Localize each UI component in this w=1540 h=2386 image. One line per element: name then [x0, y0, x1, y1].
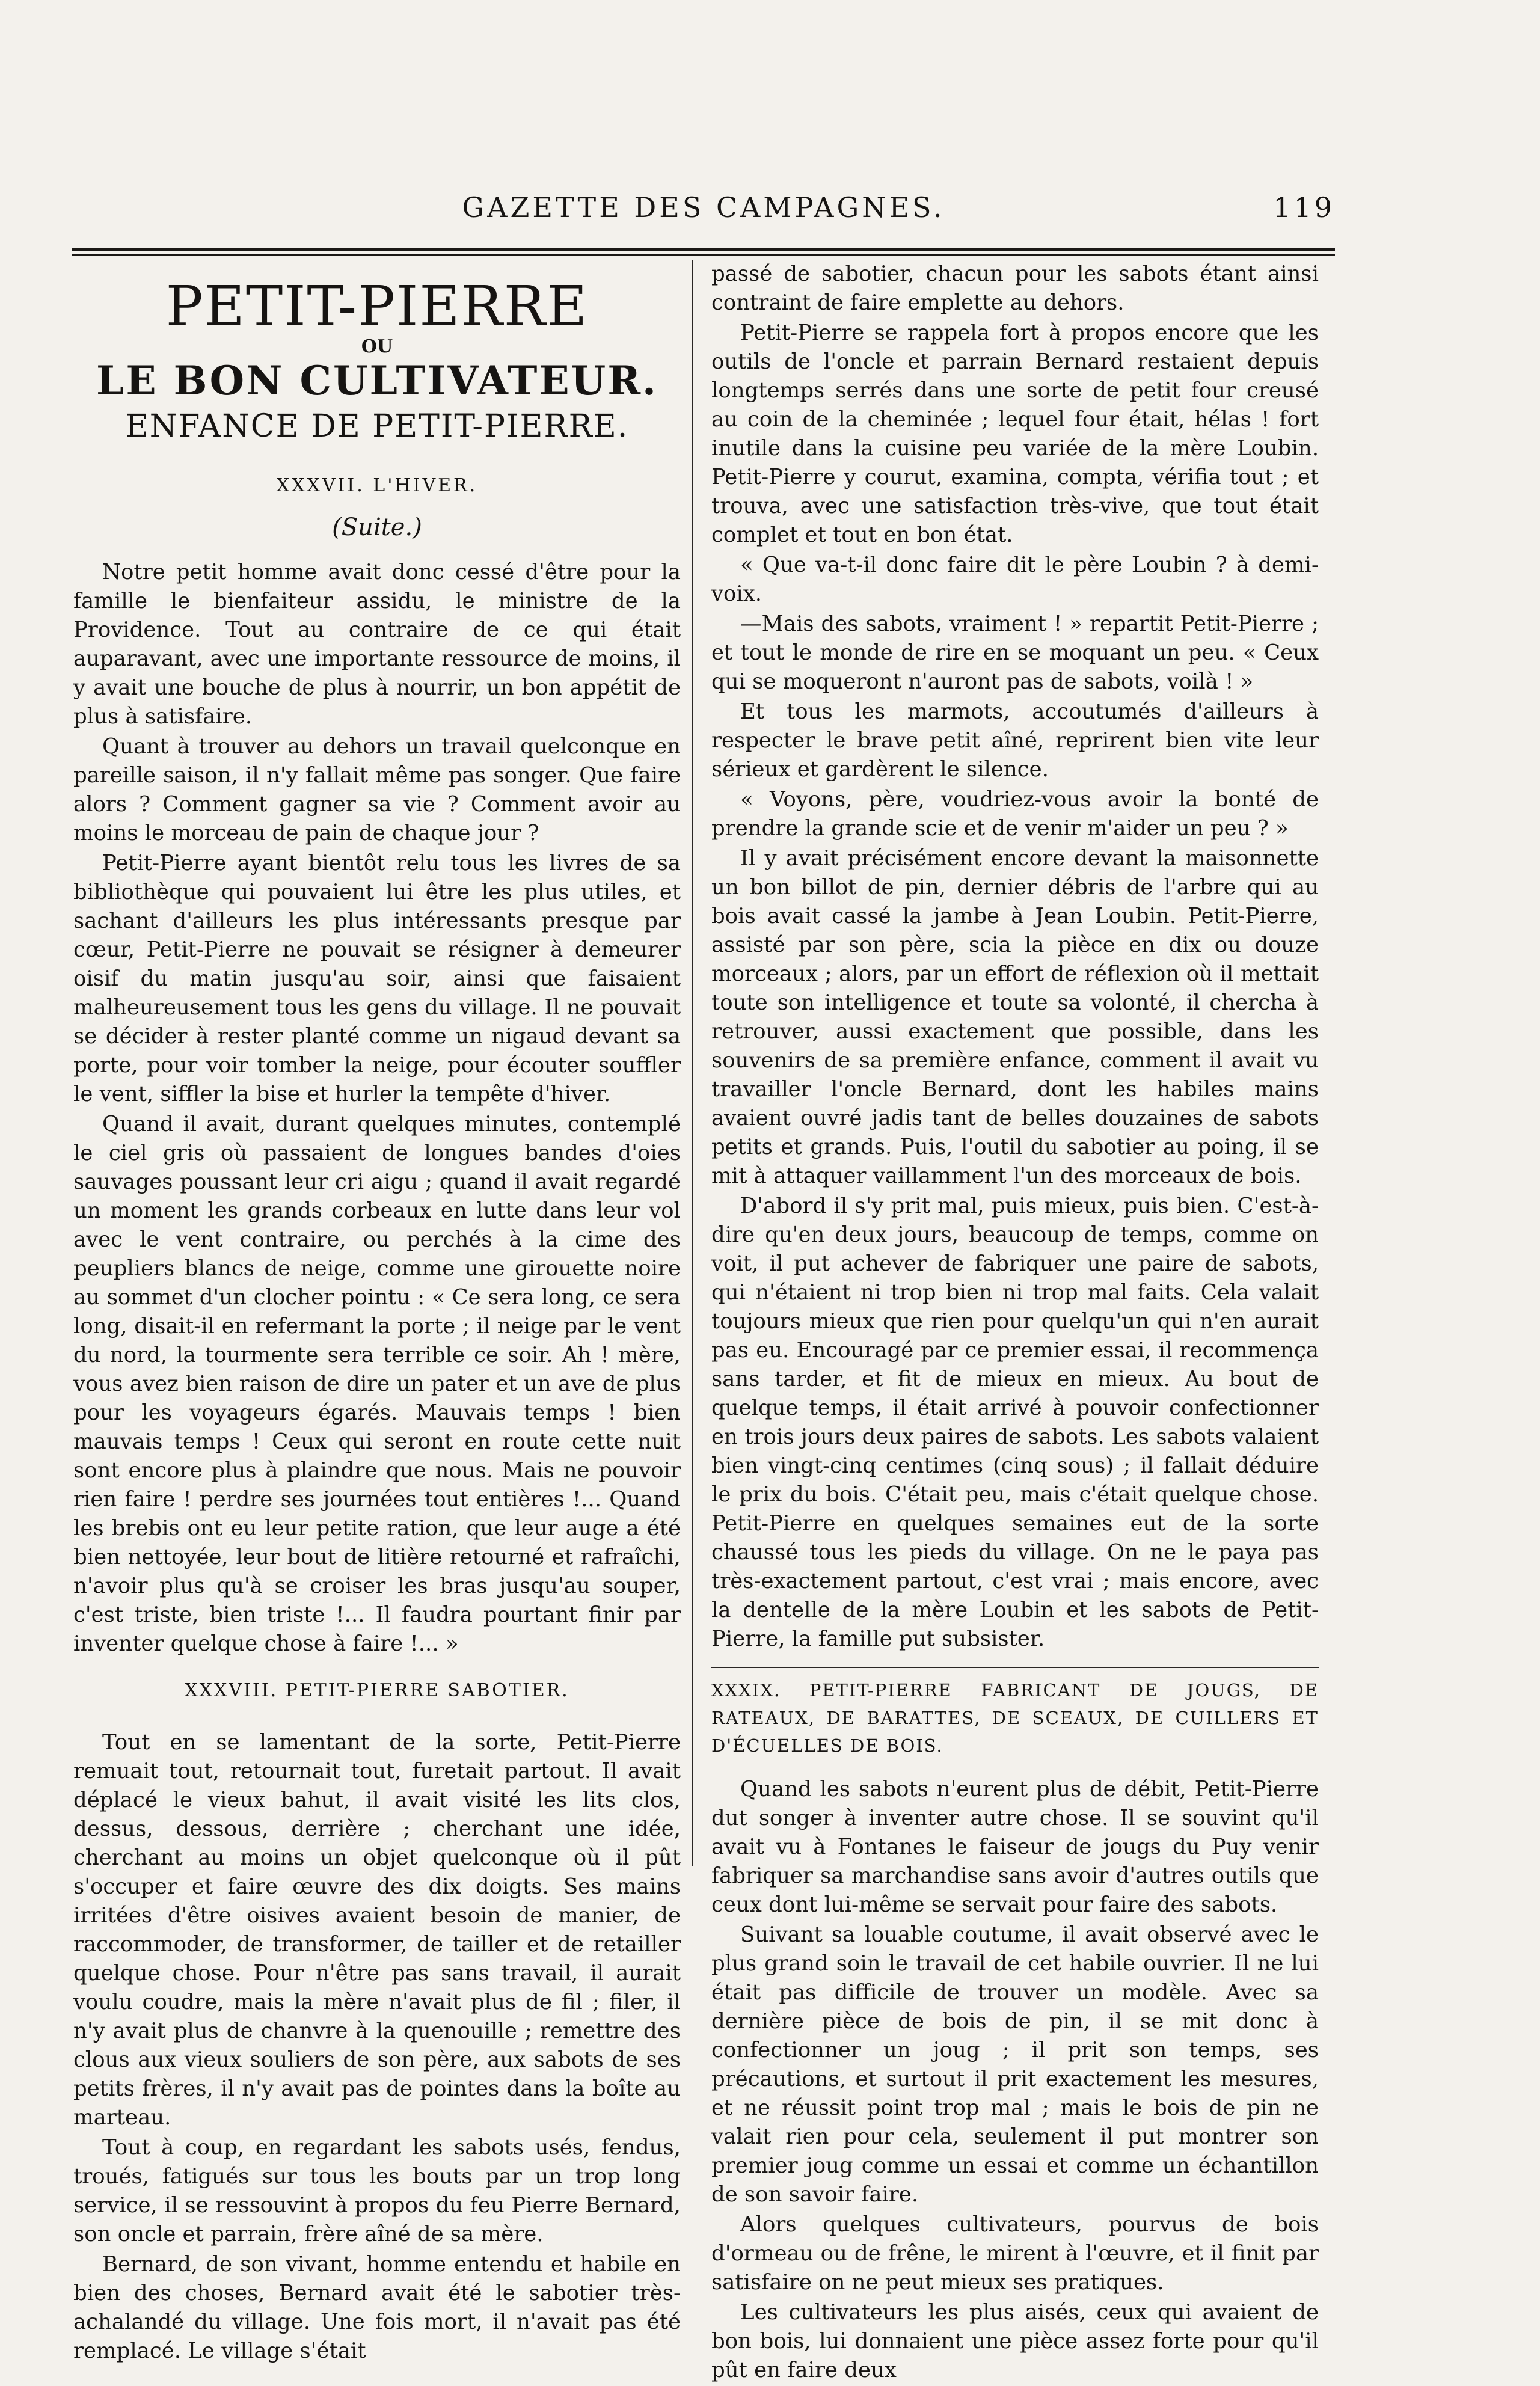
page-number: 119 — [1273, 191, 1335, 224]
paragraph: Et tous les marmots, accoutumés d'ailleurs à respecter le brave petit aîné, reprirent bien vite leur sérieux et gardèrent le silence. — [711, 699, 1319, 782]
paragraph: Tout en se lamentant de la sorte, Petit-Pierre remuait tout, retournait tout, furetait partout. Il avait déplacé le vieux bahut, il avait visité les lits clos, dessus, dessous, derrière ; cherchant une idée, cherchant au moins un objet quelconque où il pût s'occuper et faire œuvre des dix doigts. Ses mains irritées d'être oisives avaient besoin de manier, de raccommoder, de transformer, de tailler et de retailler quelque chose. Pour n'être pas sans travail, il aurait voulu coudre, mais la mère n'avait plus de fil ; filer, il n'y avait plus de chanvre à la quenouille ; remettre des clous aux vieux souliers de son père, aux sabots de ses petits frères, il n'y avait pas de pointes dans la boîte au marteau. — [73, 1730, 681, 2130]
paragraph: Quand il avait, durant quelques minutes, contemplé le ciel gris où passaient de longues bandes d'oies sauvages poussant leur cri aigu ; quand il avait regardé un moment les grands corbeaux en lutte dans leur vol avec le vent contraire, ou perchés à la cime des peupliers blancs de neige, comme une girouette noire au sommet d'un clocher pointu : « Ce sera long, ce sera long, disait-il en refermant la porte ; il neige par le vent du nord, la tourmente sera terrible ce soir. Ah ! mère, vous avez bien raison de dire un pater et un ave de plus pour les voyageurs égarés. Mauvais temps ! bien mauvais temps ! Ceux qui seront en route cette nuit sont encore plus à plaindre que nous. Mais ne pouvoir rien faire ! perdre ses journées tout entières !... Quand les brebis ont eu leur petite ration, que leur auge a été bien nettoyée, leur bout de litière retourné et rafraîchi, n'avoir plus qu'à se croiser les bras jusqu'au souper, c'est triste, bien triste !... Il faudra pourtant finir par inventer quelque chose à faire !... » — [73, 1112, 681, 1656]
section-heading-39: XXXIX. PETIT-PIERRE FABRICANT DE JOUGS, DE RATEAUX, DE BARATTES, DE SCEAUX, DE CUILLERS ET D'ÉCUELLES DE BOIS. — [711, 1667, 1319, 1759]
paragraph: passé de sabotier, chacun pour les sabots étant ainsi contraint de faire emplette au dehors. — [711, 262, 1319, 315]
paragraph: « Que va-t-il donc faire dit le père Loubin ? à demi-voix. — [711, 553, 1319, 606]
title-conjunction: OU — [361, 336, 393, 357]
continued-note: (Suite.) — [332, 514, 422, 541]
paragraph: Tout à coup, en regardant les sabots usés, fendus, troués, fatigués sur tous les bouts par un trop long service, il se ressouvint à propos du feu Pierre Bernard, son oncle et parrain, frère aîné de sa mère. — [73, 2135, 681, 2246]
paragraph: D'abord il s'y prit mal, puis mieux, puis bien. C'est-à-dire qu'en deux jours, beaucoup de temps, comme on voit, il put achever de fabriquer une paire de sabots, qui n'étaient ni trop bien ni trop mal faits. Cela valait toujours mieux que rien pour quelqu'un qui n'en aurait pas eu. Encouragé par ce premier essai, il recommença sans tarder, et fit de mieux en mieux. Au bout de quelque temps, il était arrivé à pouvoir confectionner en trois jours deux paires de sabots. Les sabots valaient bien vingt-cinq centimes (cinq sous) ; il fallait déduire le prix du bois. C'était peu, mais c'était quelque chose. Petit-Pierre en quelques semaines eut de la sorte chaussé tous les pieds du village. On ne le paya pas très-exactement partout, c'est vrai ; mais encore, avec la dentelle de la mère Loubin et les sabots de Petit-Pierre, la famille put subsister. — [711, 1194, 1319, 1651]
paragraph: Suivant sa louable coutume, il avait observé avec le plus grand soin le travail de cet habile ouvrier. Il ne lui était pas difficile de trouver un modèle. Avec sa dernière pièce de bois de pin, il se mit donc à confectionner un joug ; il prit son temps, ses précautions, et surtout il prit exactement les mesures, et ne réussit point trop mal ; mais le bois de pin ne valait rien pour cela, seulement il put montrer son premier joug comme un essai et comme un échantillon de son savoir faire. — [711, 1922, 1319, 2207]
section-heading-38: XXXVIII. PETIT-PIERRE SABOTIER. — [185, 1680, 569, 1701]
paragraph: Les cultivateurs les plus aisés, ceux qui avaient de bon bois, lui donnaient une pièce assez forte pour qu'il pût en faire deux — [711, 2300, 1319, 2382]
header-rule-thick — [72, 248, 1335, 251]
article-title-block — [73, 274, 681, 446]
paragraph: —Mais des sabots, vraiment ! » repartit Petit-Pierre ; et tout le monde de rire en se moquant un peu. « Ceux qui se moqueront n'auront pas de sabots, voilà ! » — [711, 612, 1319, 694]
paragraph: Notre petit homme avait donc cessé d'être pour la famille le bienfaiteur assidu, le ministre de la Providence. Tout au contraire de ce qui était auparavant, avec une importante ressource de moins, il y avait une bouche de plus à nourrir, un bon appétit de plus à satisfaire. — [73, 560, 681, 729]
section-heading-37: XXXVII. L'HIVER. — [276, 475, 478, 496]
paragraph: Quand les sabots n'eurent plus de débit, Petit-Pierre dut songer à inventer autre chose. Il se souvint qu'il avait vu à Fontanes le faiseur de jougs du Puy venir fabriquer sa marchandise sans avoir d'autres outils que ceux dont lui-même se servait pour faire des sabots. — [711, 1777, 1319, 1917]
left-column — [73, 271, 681, 2367]
running-header — [72, 191, 1335, 233]
paragraph: Il y avait précisément encore devant la maisonnette un bon billot de pin, dernier débris de l'arbre qui au bois avait cassé la jambe à Jean Loubin. Petit-Pierre, assisté par son père, scia la pièce en dix ou douze morceaux ; alors, par un effort de réflexion où il mettait toute son intelligence et toute sa volonté, il chercha à retrouver, aussi exactement que possible, dans les souvenirs de sa première enfance, comment il avait vu travailler l'oncle Bernard, dont les habiles mains avaient ouvré jadis tant de belles douzaines de sabots petits et grands. Puis, l'outil du sabotier au poing, il se mit à attaquer vaillamment l'un des morceaux de bois. — [711, 846, 1319, 1188]
column-divider — [692, 260, 693, 1866]
header-rule-thin — [72, 254, 1335, 256]
article-part-title: ENFANCE DE PETIT-PIERRE. — [125, 408, 629, 444]
paragraph: Quant à trouver au dehors un travail quelconque en pareille saison, il n'y fallait même pas songer. Que faire alors ? Comment gagner sa vie ? Comment avoir au moins le morceau de pain de chaque jour ? — [73, 734, 681, 845]
right-column — [711, 260, 1319, 2386]
paragraph: Alors quelques cultivateurs, pourvus de bois d'ormeau ou de frêne, le mirent à l'œuvre, et il finit par satisfaire on ne peut mieux ses pratiques. — [711, 2212, 1319, 2295]
paragraph: Petit-Pierre se rappela fort à propos encore que les outils de l'oncle et parrain Bernard restaient depuis longtemps serrés dans une sorte de petit four creusé au coin de la cheminée ; lequel four était, hélas ! fort inutile dans la cuisine peu variée de la mère Loubin. Petit-Pierre y courut, examina, compta, vérifia tout ; et trouva, avec une satisfaction très-vive, que tout était complet et tout en bon état. — [711, 320, 1319, 547]
paragraph: Bernard, de son vivant, homme entendu et habile en bien des choses, Bernard avait été le sabotier très-achalandé du village. Une fois mort, il n'avait pas été remplacé. Le village s'était — [73, 2252, 681, 2363]
paragraph: « Voyons, père, voudriez-vous avoir la bonté de prendre la grande scie et de venir m'aider un peu ? » — [711, 787, 1319, 841]
running-title: GAZETTE DES CAMPAGNES. — [462, 191, 945, 224]
paragraph: Petit-Pierre ayant bientôt relu tous les livres de sa bibliothèque qui pouvaient lui être les plus utiles, et sachant d'ailleurs les plus intéressants presque par cœur, Petit-Pierre ne pouvait se résigner à demeurer oisif du matin jusqu'au soir, ainsi que faisaient malheureusement tous les gens du village. Il ne pouvait se décider à rester planté comme un nigaud devant sa porte, pour voir tomber la neige, pour écouter souffler le vent, siffler la bise et hurler la tempête d'hiver. — [73, 851, 681, 1106]
article-title: PETIT-PIERRE — [165, 274, 589, 339]
article-subtitle: LE BON CULTIVATEUR. — [96, 357, 658, 404]
